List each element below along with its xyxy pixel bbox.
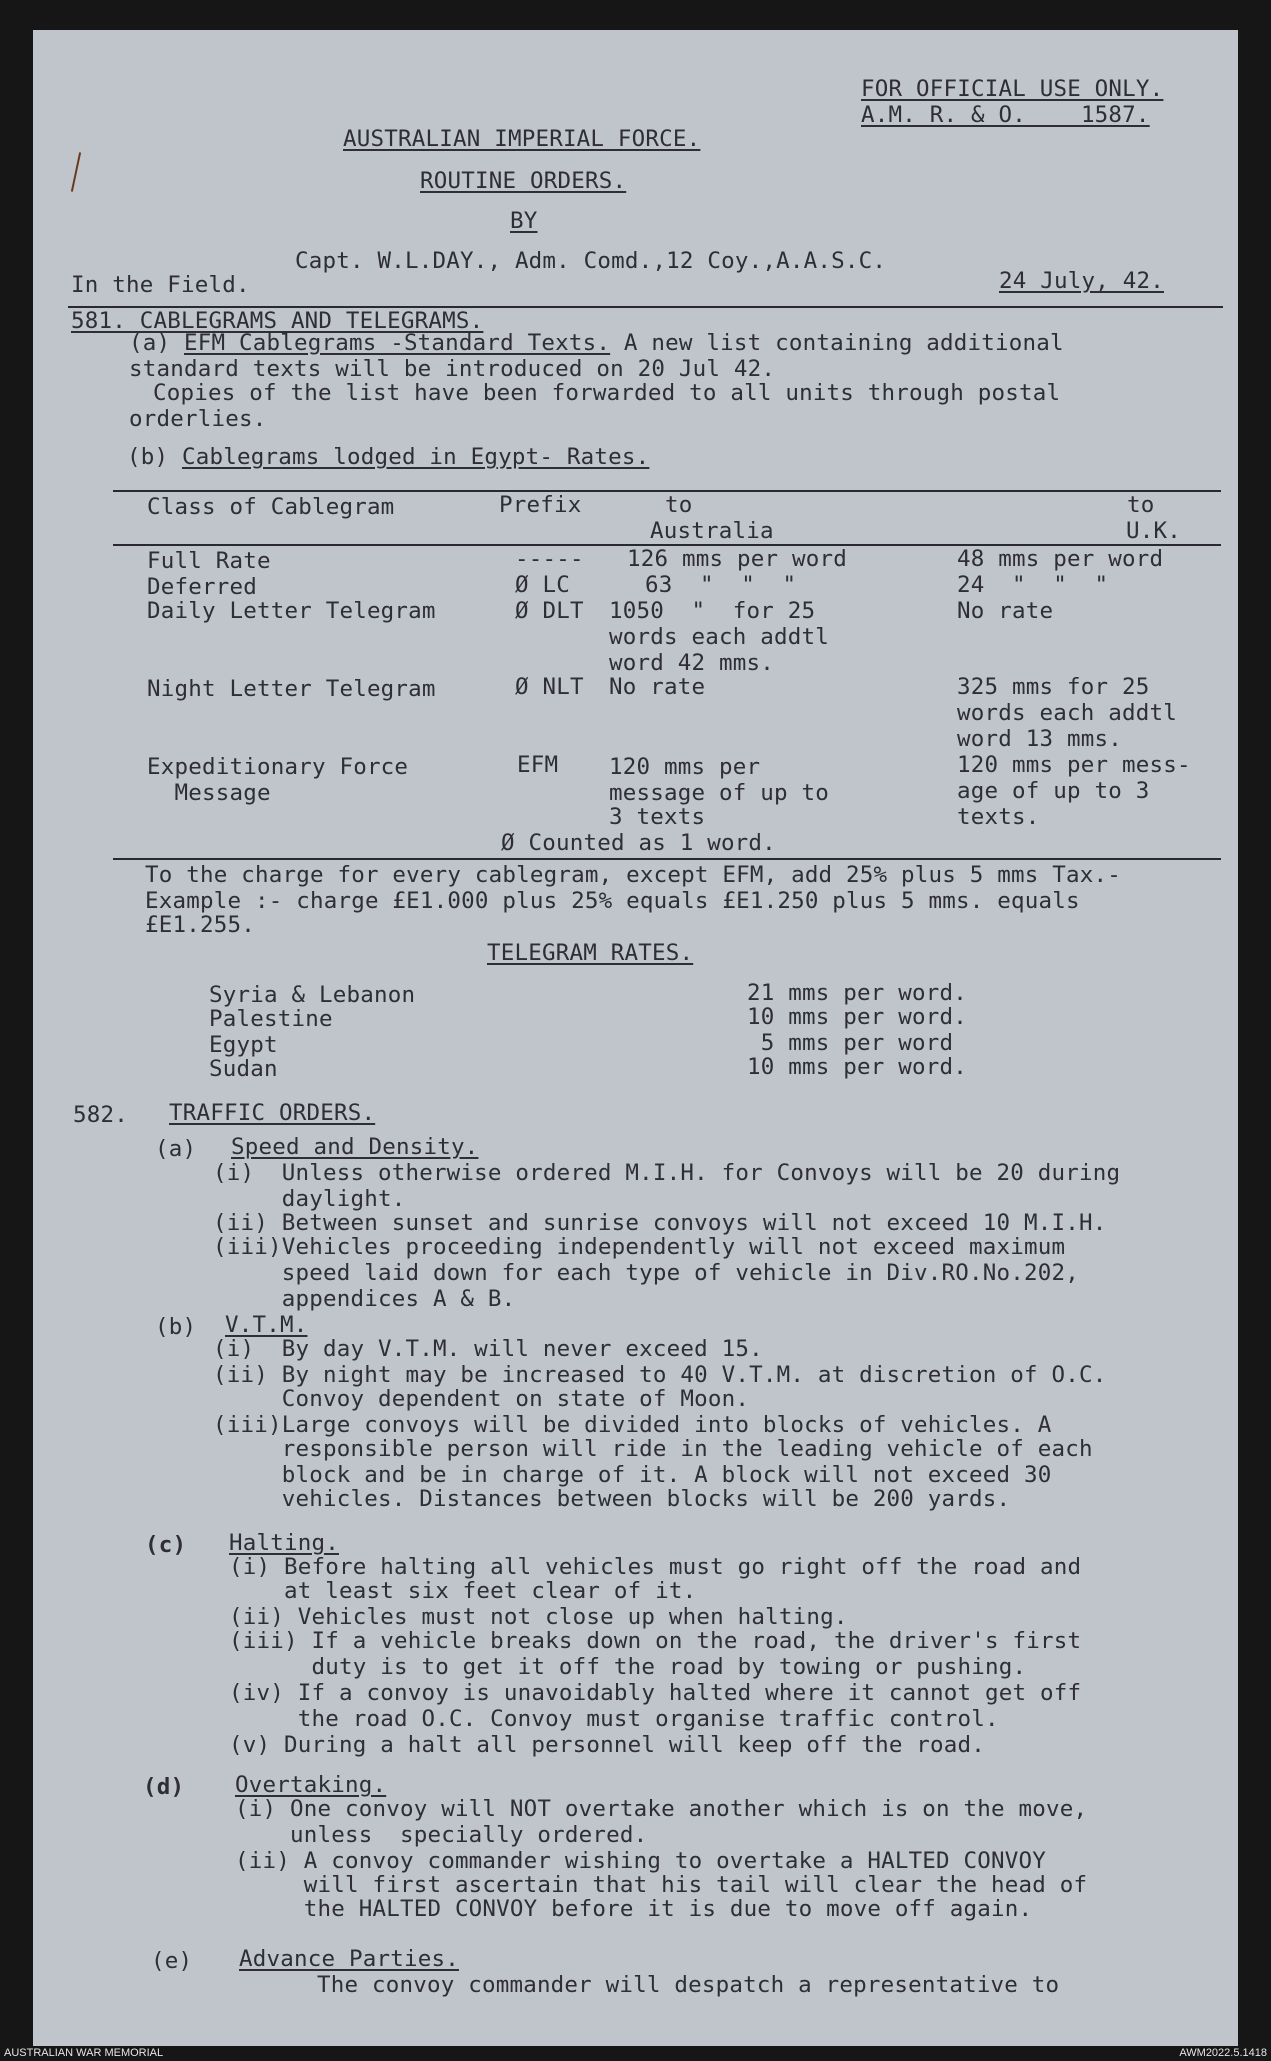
row-dlt-prefix: Ø DLT bbox=[515, 598, 584, 624]
row-nlt-uk-1: 325 mms for 25 bbox=[957, 674, 1150, 700]
tax-note-line2: Example :- charge £E1.000 plus 25% equals £E1.250 plus 5 mms. equals bbox=[145, 888, 1080, 914]
telegram-rate-palestine: 10 mms per word. bbox=[747, 1004, 967, 1030]
row-efm-uk-3: texts. bbox=[957, 804, 1040, 830]
row-dlt-australia-3: word 42 mms. bbox=[609, 650, 774, 676]
col-australia-to: to bbox=[665, 492, 693, 518]
amro-number: A.M. R. & O. 1587. bbox=[861, 102, 1150, 128]
row-dlt-australia-2: words each addtl bbox=[609, 624, 829, 650]
telegram-rate-egypt: 5 mms per word bbox=[747, 1030, 954, 1056]
s582-d-prefix: (d) bbox=[143, 1774, 185, 1800]
s582-d-line: unless specially ordered. bbox=[235, 1822, 648, 1848]
force-title: AUSTRALIAN IMPERIAL FORCE. bbox=[343, 126, 701, 152]
orders-title: ROUTINE ORDERS. bbox=[420, 168, 627, 194]
telegram-place-syria: Syria & Lebanon bbox=[209, 982, 416, 1008]
row-efm-uk-1: 120 mms per mess- bbox=[957, 752, 1191, 778]
tax-note-line1: To the charge for every cablegram, except EFM, add 25% plus 5 mms Tax.- bbox=[145, 862, 1121, 888]
document-page bbox=[33, 30, 1238, 2046]
s581-a-line3: Copies of the list have been forwarded to all units through postal bbox=[153, 380, 1061, 406]
s582-b-line: responsible person will ride in the leading vehicle of each bbox=[213, 1436, 1093, 1462]
s582-c-line: the road O.C. Convoy must organise traffic control. bbox=[229, 1706, 999, 1732]
s582-c-line: duty is to get it off the road by towing or pushing. bbox=[229, 1654, 1027, 1680]
footer-source: AUSTRALIAN WAR MEMORIAL bbox=[4, 2047, 164, 2059]
telegram-place-sudan: Sudan bbox=[209, 1056, 278, 1082]
s582-b-line: block and be in charge of it. A block will not exceed 30 bbox=[213, 1462, 1052, 1488]
s582-c-prefix: (c) bbox=[145, 1532, 187, 1558]
date-label: 24 July, 42. bbox=[999, 268, 1164, 294]
row-nlt-uk-2: words each addtl bbox=[957, 700, 1177, 726]
telegram-rate-sudan: 10 mms per word. bbox=[747, 1054, 967, 1080]
col-prefix-header: Prefix bbox=[499, 492, 582, 518]
row-efm-prefix: EFM bbox=[517, 752, 559, 778]
officer-line: Capt. W.L.DAY., Adm. Comd.,12 Coy.,A.A.S.C. bbox=[295, 248, 887, 274]
section-582-title: TRAFFIC ORDERS. bbox=[169, 1100, 376, 1126]
row-deferred-uk: 24 " " " bbox=[957, 572, 1109, 598]
row-dlt-uk: No rate bbox=[957, 598, 1054, 624]
s582-d-heading: Overtaking. bbox=[235, 1772, 387, 1798]
table-bottom-rule bbox=[113, 858, 1221, 860]
section-582-number: 582. bbox=[73, 1102, 128, 1128]
col-uk-header: U.K. bbox=[1126, 518, 1181, 544]
s582-c-line: at least six feet clear of it. bbox=[229, 1578, 697, 1604]
s582-a-line: (iii)Vehicles proceeding independently will not exceed maximum bbox=[213, 1234, 1066, 1260]
s582-c-heading: Halting. bbox=[229, 1530, 339, 1556]
row-nlt-class: Night Letter Telegram bbox=[147, 676, 436, 702]
telegram-place-palestine: Palestine bbox=[209, 1006, 333, 1032]
col-australia-header: Australia bbox=[650, 518, 774, 544]
row-deferred-australia: 63 " " " bbox=[645, 572, 797, 598]
s582-d-line: will first ascertain that his tail will clear the head of bbox=[235, 1872, 1088, 1898]
section-581-title: 581. CABLEGRAMS AND TELEGRAMS. bbox=[71, 308, 484, 334]
row-nlt-prefix: Ø NLT bbox=[515, 674, 584, 700]
row-efm-australia-1: 120 mms per bbox=[609, 754, 761, 780]
s582-c-line: (v) During a halt all personnel will keep off the road. bbox=[229, 1732, 986, 1758]
col-class-header: Class of Cablegram bbox=[147, 494, 395, 520]
row-full-rate-prefix: ----- bbox=[515, 546, 584, 572]
s582-e-line: The convoy commander will despatch a representative to bbox=[317, 1972, 1060, 1998]
row-deferred-class: Deferred bbox=[147, 574, 257, 600]
s582-b-prefix: (b) bbox=[155, 1314, 197, 1340]
col-uk-to: to bbox=[1127, 492, 1155, 518]
s582-e-heading: Advance Parties. bbox=[239, 1946, 459, 1972]
s582-c-line: (ii) Vehicles must not close up when halting. bbox=[229, 1604, 848, 1630]
s582-d-line: the HALTED CONVOY before it is due to move off again. bbox=[235, 1896, 1033, 1922]
s582-c-line: (iv) If a convoy is unavoidably halted where it cannot get off bbox=[229, 1680, 1082, 1706]
s582-b-line: vehicles. Distances between blocks will be 200 yards. bbox=[213, 1486, 1011, 1512]
s582-a-line: (ii) Between sunset and sunrise convoys will not exceed 10 M.I.H. bbox=[213, 1210, 1107, 1236]
s582-a-line: daylight. bbox=[213, 1186, 406, 1212]
row-efm-australia-2: message of up to bbox=[609, 780, 829, 806]
footer-reference: AWM2022.5.1418 bbox=[1179, 2047, 1267, 2059]
s582-b-line: Convoy dependent on state of Moon. bbox=[213, 1386, 750, 1412]
row-efm-class-2: Message bbox=[147, 780, 271, 806]
telegram-rate-syria: 21 mms per word. bbox=[747, 980, 967, 1006]
s582-a-prefix: (a) bbox=[155, 1136, 197, 1162]
row-dlt-australia-1: 1050 " for 25 bbox=[609, 598, 816, 624]
s581-a-line4: orderlies. bbox=[129, 406, 267, 432]
by-label: BY bbox=[510, 208, 538, 234]
row-full-rate-australia: 126 mms per word bbox=[627, 546, 847, 572]
s581-a-line1: (a) EFM Cablegrams -Standard Texts. A new list containing additional bbox=[129, 330, 1064, 356]
s582-d-line: (ii) A convoy commander wishing to overtake a HALTED CONVOY bbox=[235, 1848, 1047, 1874]
s582-c-line: (iii) If a vehicle breaks down on the road, the driver's first bbox=[229, 1628, 1082, 1654]
s581-a-line2: standard texts will be introduced on 20 Jul 42. bbox=[129, 356, 776, 382]
telegram-place-egypt: Egypt bbox=[209, 1032, 278, 1058]
s582-b-line: (ii) By night may be increased to 40 V.T.M. at discretion of O.C. bbox=[213, 1362, 1107, 1388]
s582-e-prefix: (e) bbox=[151, 1948, 193, 1974]
official-use-label: FOR OFFICIAL USE ONLY. bbox=[861, 76, 1164, 102]
table-footnote: Ø Counted as 1 word. bbox=[501, 830, 776, 856]
row-full-rate-class: Full Rate bbox=[147, 548, 271, 574]
row-full-rate-uk: 48 mms per word bbox=[957, 546, 1164, 572]
telegram-rates-title: TELEGRAM RATES. bbox=[487, 940, 694, 966]
row-nlt-uk-3: word 13 mms. bbox=[957, 726, 1122, 752]
s582-a-heading: Speed and Density. bbox=[231, 1134, 479, 1160]
s582-a-line: appendices A & B. bbox=[213, 1286, 516, 1312]
s582-c-line: (i) Before halting all vehicles must go right off the road and bbox=[229, 1554, 1082, 1580]
place-label: In the Field. bbox=[71, 272, 250, 298]
row-efm-class-1: Expeditionary Force bbox=[147, 754, 409, 780]
row-deferred-prefix: Ø LC bbox=[515, 572, 570, 598]
s581-b-line: (b) Cablegrams lodged in Egypt- Rates. bbox=[127, 444, 650, 470]
s582-b-line: (iii)Large convoys will be divided into blocks of vehicles. A bbox=[213, 1412, 1052, 1438]
tax-note-line3: £E1.255. bbox=[145, 912, 255, 938]
s582-d-line: (i) One convoy will NOT overtake another which is on the move, bbox=[235, 1796, 1088, 1822]
s582-b-heading: V.T.M. bbox=[225, 1312, 308, 1338]
row-nlt-australia: No rate bbox=[609, 674, 706, 700]
s582-a-line: (i) Unless otherwise ordered M.I.H. for Convoys will be 20 during bbox=[213, 1160, 1121, 1186]
s582-a-line: speed laid down for each type of vehicle in Div.RO.No.202, bbox=[213, 1260, 1080, 1286]
s582-b-line: (i) By day V.T.M. will never exceed 15. bbox=[213, 1336, 763, 1362]
row-dlt-class: Daily Letter Telegram bbox=[147, 598, 436, 624]
row-efm-uk-2: age of up to 3 bbox=[957, 778, 1150, 804]
row-efm-australia-3: 3 texts bbox=[609, 804, 706, 830]
pencil-mark bbox=[71, 152, 81, 192]
